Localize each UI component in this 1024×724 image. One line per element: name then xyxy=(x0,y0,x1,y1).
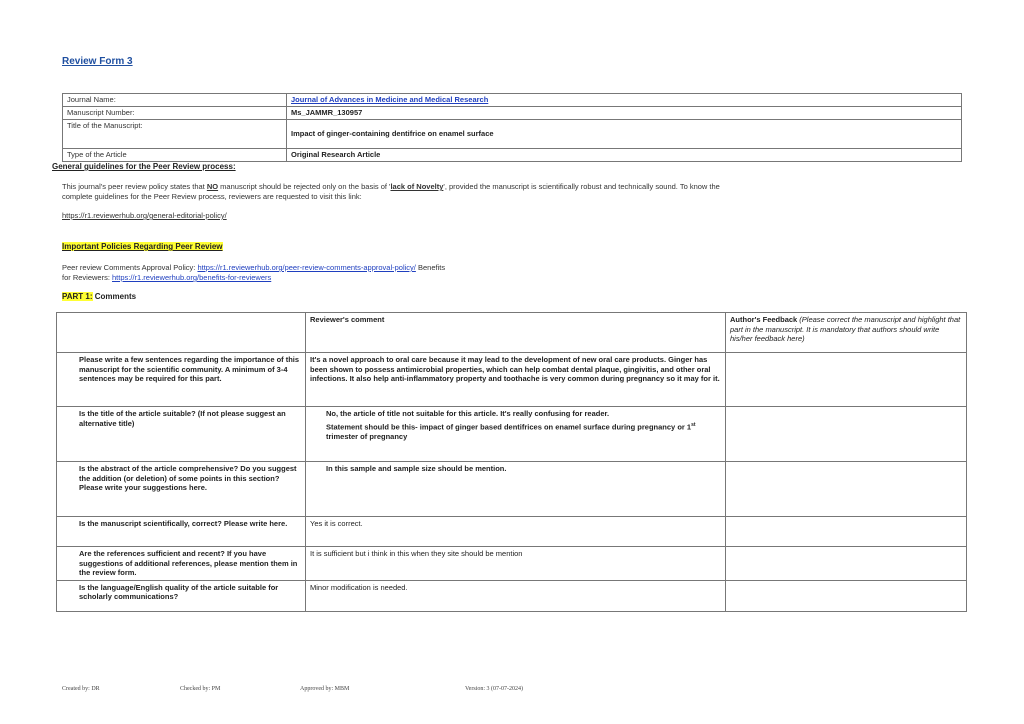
reviewer-comment: It's a novel approach to oral care because it may lead to the development of new oral care products. Ginger has been shown to possess antimicrobial properties, which can help combat dental plaque, gingivitis, and other oral infections. It also help anti-inflammatory property and toothache is very common during pregnancy so it may for it. xyxy=(306,353,726,407)
superscript: st xyxy=(691,421,696,428)
reviewer-comment xyxy=(306,407,726,462)
table-row xyxy=(57,517,967,547)
blank-header xyxy=(57,313,306,353)
author-feedback-cell[interactable] xyxy=(726,462,967,517)
author-feedback-cell[interactable] xyxy=(726,517,967,547)
footer-checked: Checked by: PM xyxy=(180,686,221,692)
editorial-policy-link[interactable]: https://r1.reviewerhub.org/general-editorial-policy/ xyxy=(62,211,227,220)
question: Please write a few sentences regarding the importance of this manuscript for the scientific community. A minimum of 3-4 sentences may be required for this part. xyxy=(57,353,306,407)
reviewer-comment: Yes it is correct. xyxy=(306,517,726,547)
policies-heading: Important Policies Regarding Peer Review xyxy=(62,242,223,251)
author-feedback-cell[interactable] xyxy=(726,407,967,462)
reviewer-comment-header: Reviewer's comment xyxy=(306,313,726,353)
approval-label: Peer review Comments Approval Policy: xyxy=(62,263,198,272)
part-heading xyxy=(62,292,136,301)
article-type-label: Type of the Article xyxy=(63,148,287,161)
part-label: PART 1: xyxy=(62,292,93,301)
footer-created: Created by: DR xyxy=(62,686,100,692)
table-row xyxy=(57,547,967,581)
question: Is the title of the article suitable? (If not please suggest an alternative title) xyxy=(57,407,306,462)
author-feedback-title: Author's Feedback xyxy=(730,315,798,324)
question: Is the language/English quality of the article suitable for scholarly communications? xyxy=(57,580,306,611)
author-feedback-cell[interactable] xyxy=(726,547,967,581)
reviewer-comment: It is sufficient but i think in this when they site should be mention xyxy=(306,547,726,581)
text: trimester of pregnancy xyxy=(326,431,408,441)
comment-line xyxy=(326,421,721,442)
benefits-link[interactable]: https://r1.reviewerhub.org/benefits-for-reviewers xyxy=(112,273,272,282)
manuscript-info-table xyxy=(62,93,962,162)
text: Statement should be this- impact of ginger based dentifrices on enamel surface during pregnancy or 1 xyxy=(326,422,692,431)
part-title: Comments xyxy=(92,292,137,301)
form-title: Review Form 3 xyxy=(62,56,133,67)
footer-approved: Approved by: MBM xyxy=(300,686,350,692)
manuscript-number-label: Manuscript Number: xyxy=(63,106,287,119)
comments-table xyxy=(56,312,967,612)
author-feedback-header xyxy=(726,313,967,353)
author-feedback-cell[interactable] xyxy=(726,353,967,407)
journal-name-label: Journal Name: xyxy=(63,94,287,107)
journal-name-link[interactable]: Journal of Advances in Medicine and Medical Research xyxy=(291,95,489,104)
table-row xyxy=(57,580,967,611)
author-feedback-note: (Please correct the manuscript and highlight that part in the manuscript. It is mandatory that authors should write his/her feedback here) xyxy=(730,315,961,343)
question: Is the abstract of the article comprehensive? Do you suggest the addition (or deletion) of some points in this section? Please write your suggestions here. xyxy=(57,462,306,517)
question: Are the references sufficient and recent? If you have suggestions of additional references, please mention them in the review form. xyxy=(57,547,306,581)
table-row xyxy=(57,407,967,462)
manuscript-title-label: Title of the Manuscript: xyxy=(63,119,287,148)
guidelines-heading: General guidelines for the Peer Review process: xyxy=(52,162,236,171)
reviewer-comment: Minor modification is needed. xyxy=(306,580,726,611)
approval-policy-link[interactable]: https://r1.reviewerhub.org/peer-review-comments-approval-policy/ xyxy=(197,263,416,272)
text: This journal's peer review policy states that xyxy=(62,182,207,191)
novelty-emphasis: lack of Novelty xyxy=(390,182,444,191)
text: ', provided the manuscript is scientifically robust and technically sound. To know the complete guidelines for the Peer Review process, reviewers are requested to visit this link: xyxy=(62,182,720,201)
reviewer-comment: In this sample and sample size should be mention. xyxy=(306,462,726,517)
comment-line: No, the article of title not suitable for this article. It's really confusing for reader. xyxy=(326,409,610,418)
guidelines-paragraph xyxy=(62,182,722,202)
author-feedback-cell[interactable] xyxy=(726,580,967,611)
manuscript-number-value: Ms_JAMMR_130957 xyxy=(287,106,962,119)
manuscript-title-value: Impact of ginger-containing dentifrice on enamel surface xyxy=(287,119,962,148)
footer-version: Version: 3 (07-07-2024) xyxy=(465,686,523,692)
article-type-value: Original Research Article xyxy=(287,148,962,161)
question: Is the manuscript scientifically, correct? Please write here. xyxy=(57,517,306,547)
policies-paragraph xyxy=(62,263,452,283)
text: manuscript should be rejected only on the basis of ' xyxy=(218,182,391,191)
no-emphasis: NO xyxy=(206,182,219,191)
table-row xyxy=(57,462,967,517)
benefits-label: Benefits for Reviewers: xyxy=(62,263,446,282)
table-row xyxy=(57,353,967,407)
